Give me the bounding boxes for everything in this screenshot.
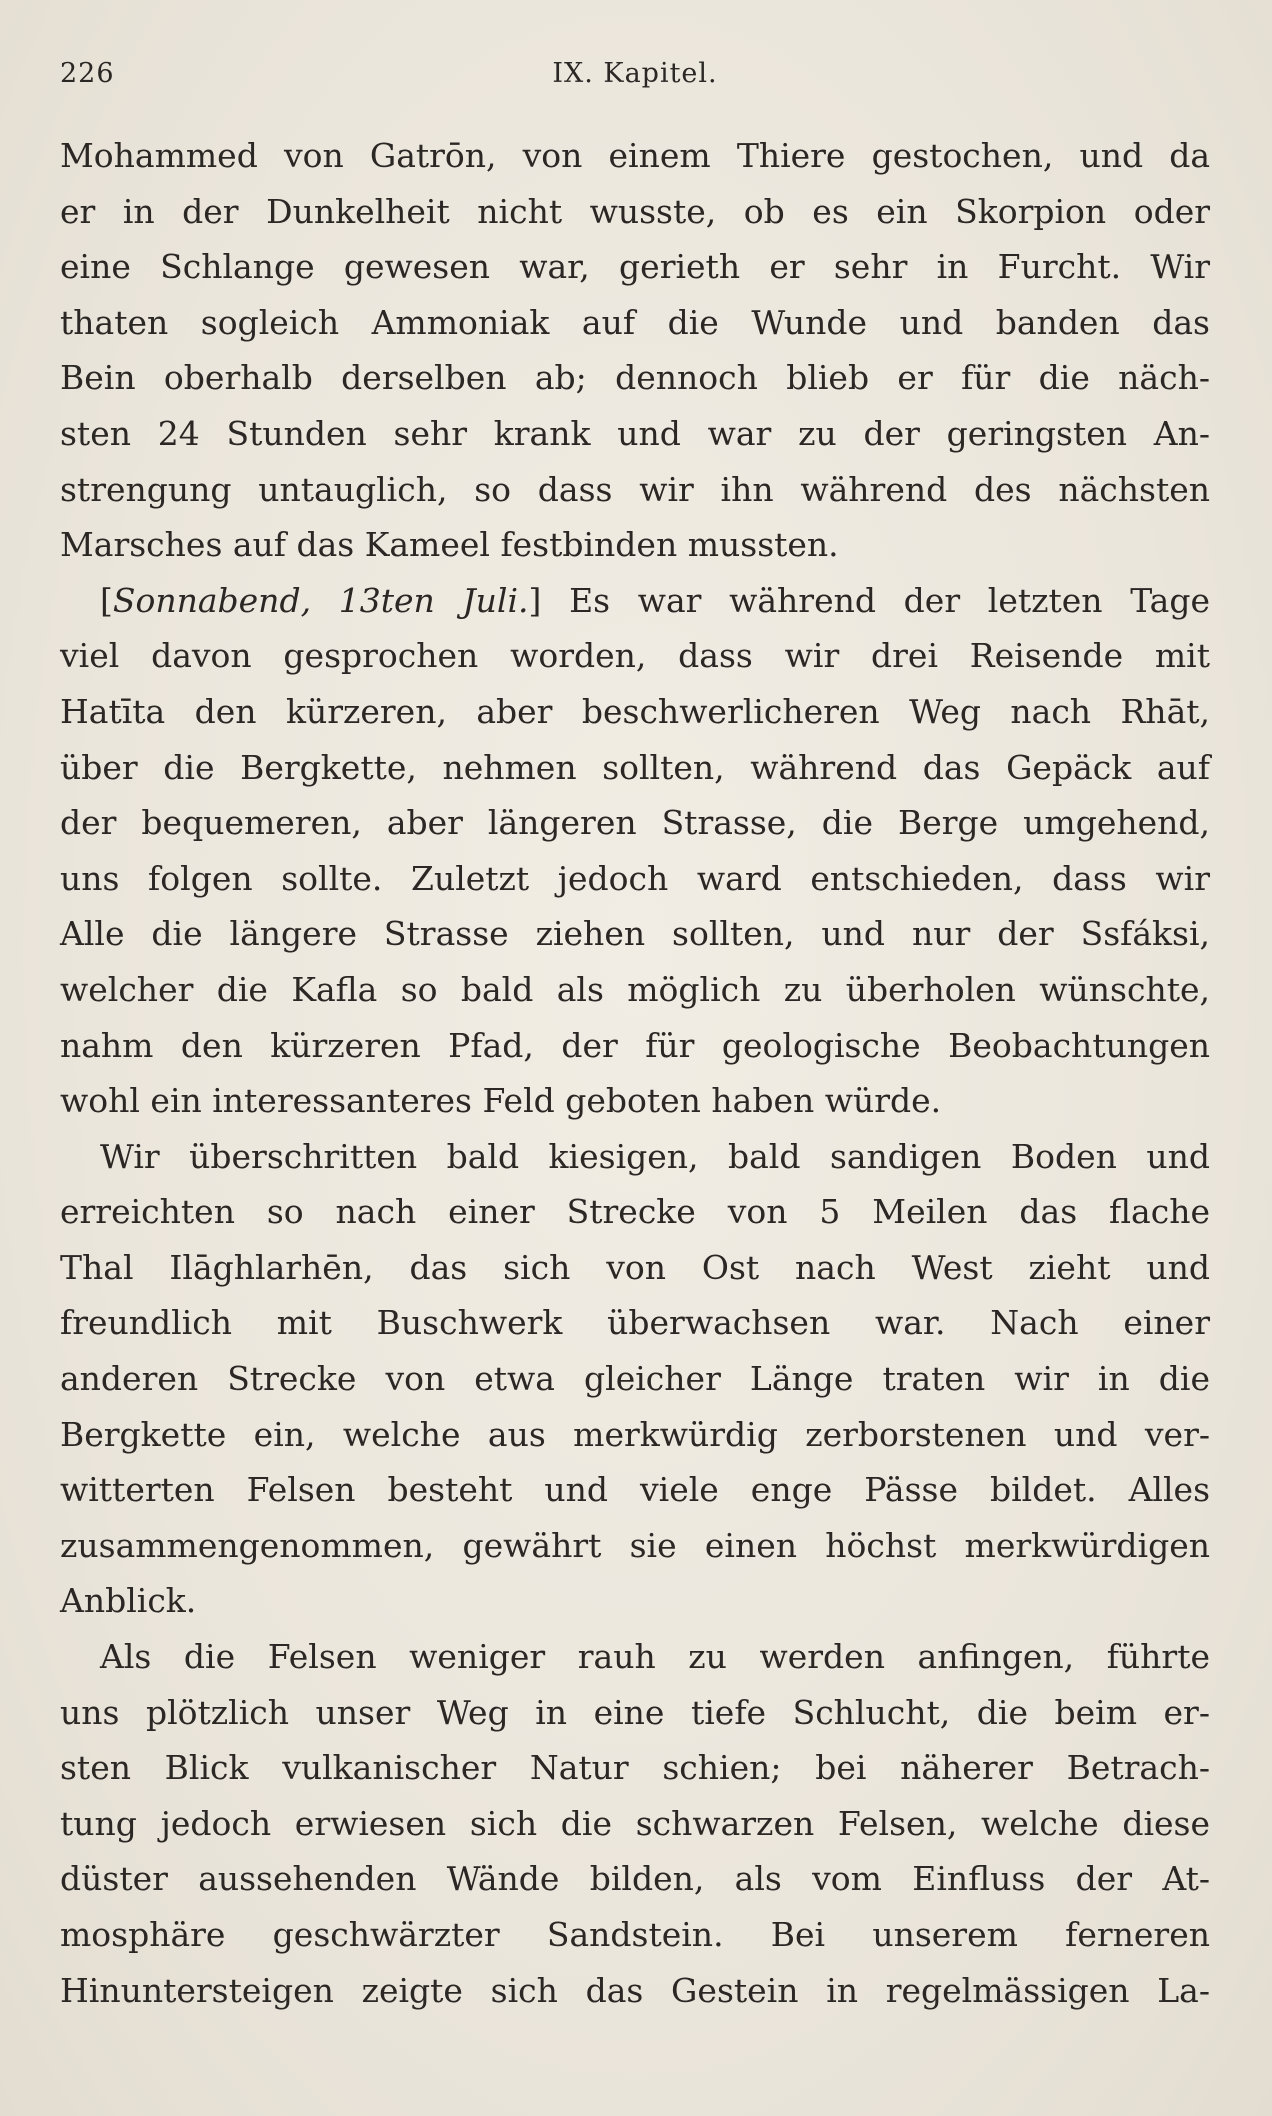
date-bracket-open: [ (100, 580, 113, 620)
text-line: Hinuntersteigen zeigte sich das Gestein in regelmässigen La- (60, 1970, 1210, 2010)
text-line: wohl ein interessanteres Feld geboten haben würde. (60, 1081, 942, 1121)
text-line-rest: Es war während der letzten Tage (541, 580, 1210, 620)
text-line: freundlich mit Buschwerk überwachsen war. Nach einer (60, 1303, 1210, 1343)
text-line: Anblick. (60, 1581, 197, 1621)
text-line-dated (60, 573, 1210, 629)
text-line: anderen Strecke von etwa gleicher Länge traten wir in die (60, 1359, 1210, 1399)
page-header (60, 58, 1210, 102)
text-line: Hatīta den kürzeren, aber beschwerlicheren Weg nach Rhāt, (60, 691, 1210, 731)
text-line: Als die Felsen weniger rauh zu werden anfingen, führte (100, 1637, 1210, 1677)
text-line: sten Blick vulkanischer Natur schien; bei näherer Betrach- (60, 1748, 1210, 1788)
text-line: Wir überschritten bald kiesigen, bald sandigen Boden und (100, 1136, 1210, 1176)
text-line: Marsches auf das Kameel festbinden mussten. (60, 525, 839, 565)
paragraph-2 (60, 573, 1210, 1129)
text-line: Mohammed von Gatrōn, von einem Thiere gestochen, und da (60, 136, 1210, 175)
paragraph-4 (60, 1629, 1210, 2018)
text-line: Alle die längere Strasse ziehen sollten, und nur der Ssfáksi, (60, 914, 1210, 954)
text-line: thaten sogleich Ammoniak auf die Wunde und banden das (60, 302, 1210, 342)
text-line: Bergkette ein, welche aus merkwürdig zerborstenen und ver- (60, 1414, 1210, 1454)
page-number: 226 (60, 58, 115, 89)
text-line: zusammengenommen, gewährt sie einen höchst merkwürdigen (60, 1525, 1210, 1565)
text-line: Bein oberhalb derselben ab; dennoch blieb er für die näch- (60, 358, 1210, 398)
body-text (60, 128, 1210, 2018)
text-line: tung jedoch erwiesen sich die schwarzen Felsen, welche diese (60, 1803, 1210, 1843)
text-line: er in der Dunkelheit nicht wusste, ob es ein Skorpion oder (60, 191, 1210, 231)
text-line: uns plötzlich unser Weg in eine tiefe Schlucht, die beim er- (60, 1692, 1210, 1732)
paragraph-3 (60, 1129, 1210, 1629)
text-line: erreichten so nach einer Strecke von 5 Meilen das flache (60, 1192, 1210, 1232)
text-line: uns folgen sollte. Zuletzt jedoch ward entschieden, dass wir (60, 858, 1210, 898)
text-line: mosphäre geschwärzter Sandstein. Bei unserem ferneren (60, 1915, 1210, 1954)
date-heading: Sonnabend, 13ten Juli. (112, 580, 529, 620)
text-line: strengung untauglich, so dass wir ihn während des nächsten (60, 469, 1210, 509)
running-head: IX. Kapitel. (552, 58, 718, 89)
text-line: Thal Ilāghlarhēn, das sich von Ost nach West zieht und (60, 1247, 1210, 1287)
paragraph-1 (60, 128, 1210, 573)
text-line: viel davon gesprochen worden, dass wir drei Reisende mit (60, 636, 1210, 676)
text-line: der bequemeren, aber längeren Strasse, die Berge umgehend, (60, 803, 1210, 843)
text-line: eine Schlange gewesen war, gerieth er sehr in Furcht. Wir (60, 247, 1210, 287)
text-line: welcher die Kafla so bald als möglich zu überholen wünschte, (60, 969, 1210, 1009)
date-bracket-close: ] (528, 580, 542, 620)
text-line: nahm den kürzeren Pfad, der für geologische Beobachtungen (60, 1025, 1210, 1065)
text-line: sten 24 Stunden sehr krank und war zu der geringsten An- (60, 413, 1210, 453)
text-line: düster aussehenden Wände bilden, als vom Einfluss der At- (60, 1859, 1210, 1899)
text-line: witterten Felsen besteht und viele enge Pässe bildet. Alles (60, 1470, 1210, 1510)
text-line: über die Bergkette, nehmen sollten, während das Gepäck auf (60, 747, 1210, 787)
